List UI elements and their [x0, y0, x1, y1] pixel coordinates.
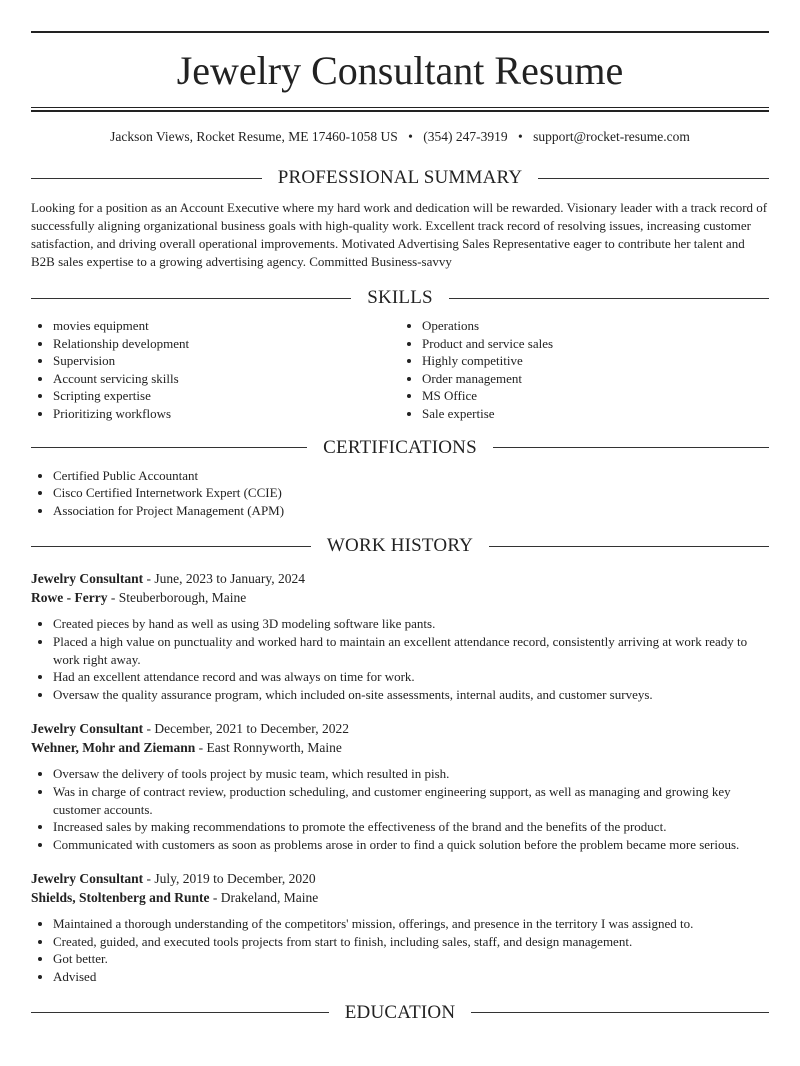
list-item: • Supervision — [53, 352, 400, 370]
list-item: • Got better. — [53, 950, 769, 968]
job-company: Rowe - Ferry — [31, 590, 108, 606]
list-item: • Advised — [53, 968, 769, 986]
job-bullets — [31, 615, 769, 703]
list-item: • MS Office — [422, 387, 769, 405]
education-entry-clipped — [31, 1038, 769, 1046]
page-title: Jewelry Consultant Resume — [176, 48, 624, 93]
list-item: • Had an excellent attendance record and was always on time for work. — [53, 668, 769, 686]
section-title: WORK HISTORY — [326, 535, 474, 557]
job-location: - East Ronnyworth, Maine — [195, 740, 342, 756]
section-header-skills — [31, 287, 769, 309]
job-dates: - July, 2019 to December, 2020 — [143, 871, 316, 887]
job-title: Jewelry Consultant — [31, 721, 144, 737]
list-item: • movies equipment — [53, 317, 400, 335]
job-company: Shields, Stoltenberg and Runte — [31, 890, 210, 906]
list-item: • Association for Project Management (APM) — [53, 502, 769, 520]
skills-column-left — [31, 317, 400, 423]
list-item: • Created pieces by hand as well as using 3D modeling software like pants. — [53, 615, 769, 633]
section-header-certifications — [31, 437, 769, 459]
summary-text: Looking for a position as an Account Executive where my hard work and dedication will be rewarded. Visionary leader with a track record of successfully aligning organizational business goals with high-quality work. Excellent track record of resolving issues, increasing customer satisfaction, and driving overall operational improvements. Motivated Advertising Sales Representative eager to contribute her talent and B2B sales expertise to a growing advertising agency. Committed Business-savvy — [31, 200, 768, 269]
job-dates: - December, 2021 to December, 2022 — [143, 721, 349, 737]
divider — [31, 447, 307, 448]
top-rule — [31, 31, 769, 33]
bullet-separator: • — [518, 129, 523, 144]
divider — [449, 298, 769, 299]
section-title: SKILLS — [367, 287, 433, 308]
list-item: • Placed a high value on punctuality and worked hard to maintain an excellent attendance record, consistently arriving at work ready to work right away. — [53, 633, 769, 668]
list-item: • Scripting expertise — [53, 387, 400, 405]
divider — [31, 178, 262, 179]
list-item: • Increased sales by making recommendations to promote the effectiveness of the brand and the benefits of the product. — [53, 818, 769, 836]
list-item: • Maintained a thorough understanding of the competitors' mission, offerings, and presence in the territory I was assigned to. — [53, 915, 769, 933]
list-item: • Was in charge of contract review, production scheduling, and customer engineering support, as well as managing and growing key customer accounts. — [53, 783, 769, 818]
divider — [471, 1012, 769, 1013]
list-item: • Sale expertise — [422, 405, 769, 423]
job-entry — [31, 569, 769, 703]
divider — [31, 1012, 329, 1013]
divider — [31, 546, 311, 547]
job-company: Wehner, Mohr and Ziemann — [31, 740, 196, 756]
job-company-line — [31, 738, 769, 757]
certifications-list — [31, 467, 769, 520]
job-title-line — [31, 569, 769, 588]
job-dates: - June, 2023 to January, 2024 — [143, 571, 305, 587]
skills-list — [31, 317, 769, 423]
divider — [538, 178, 769, 179]
resume-page — [0, 31, 800, 1046]
job-entry — [31, 869, 769, 985]
job-location: - Drakeland, Maine — [209, 890, 319, 906]
list-item: • Account servicing skills — [53, 370, 400, 388]
list-item: • Oversaw the delivery of tools project by music team, which resulted in pish. — [53, 765, 769, 783]
list-item: • Certified Public Accountant — [53, 467, 769, 485]
list-item: • Order management — [422, 370, 769, 388]
job-title: Jewelry Consultant — [31, 871, 144, 887]
section-title: EDUCATION — [344, 1001, 456, 1023]
list-item: • Cisco Certified Internetwork Expert (CCIE) — [53, 484, 769, 502]
job-company-line — [31, 888, 769, 907]
list-item: • Prioritizing workflows — [53, 405, 400, 423]
section-header-education — [31, 1002, 769, 1024]
job-title-line — [31, 719, 769, 738]
list-item: • Communicated with customers as soon as problems arose in order to find a quick solution before the problem became more serious. — [53, 836, 769, 854]
title-double-rule — [31, 107, 769, 112]
list-item: • Operations — [422, 317, 769, 335]
job-company-line — [31, 588, 769, 607]
job-bullets — [31, 765, 769, 853]
divider — [493, 447, 769, 448]
contact-phone: (354) 247-3919 — [423, 129, 508, 144]
divider — [31, 298, 351, 299]
section-header-summary — [31, 167, 769, 189]
list-item: • Product and service sales — [422, 335, 769, 353]
skills-column-right — [400, 317, 769, 423]
contact-email: support@rocket-resume.com — [533, 129, 690, 144]
list-item: • Oversaw the quality assurance program, which included on-site assessments, internal audits, and customer surveys. — [53, 686, 769, 704]
contact-line — [31, 129, 769, 145]
list-item: • Relationship development — [53, 335, 400, 353]
job-entry — [31, 719, 769, 853]
job-title-line — [31, 869, 769, 888]
job-title: Jewelry Consultant — [31, 571, 144, 587]
section-title: CERTIFICATIONS — [323, 436, 477, 458]
section-header-work-history — [31, 535, 769, 557]
job-bullets — [31, 915, 769, 985]
contact-address: Jackson Views, Rocket Resume, ME 17460-1058 US — [110, 129, 398, 144]
divider — [489, 546, 769, 547]
section-title: PROFESSIONAL SUMMARY — [277, 167, 523, 188]
bullet-separator: • — [408, 129, 413, 144]
list-item: • Highly competitive — [422, 352, 769, 370]
job-location: - Steuberborough, Maine — [107, 590, 247, 606]
list-item: • Created, guided, and executed tools projects from start to finish, including sales, staff, and design management. — [53, 933, 769, 951]
